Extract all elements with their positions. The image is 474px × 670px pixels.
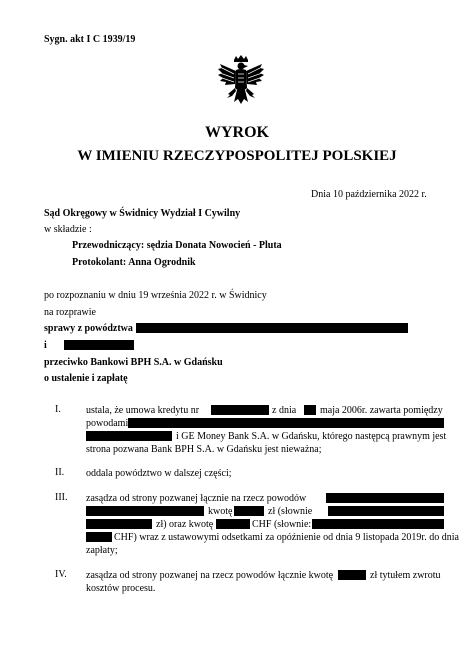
redaction-block (216, 519, 250, 529)
redaction-block (338, 570, 366, 580)
chair-judge: Przewodniczący: sędzia Donata Nowocień - Pluta (72, 240, 282, 251)
session-info: na rozprawie (44, 307, 96, 318)
case-subject: o ustalenie i zapłatę (44, 373, 128, 384)
redaction-block (86, 519, 152, 529)
redaction-block (128, 418, 444, 428)
item-text: zł tytułem zwrotu (370, 570, 441, 581)
court-clerk: Protokolant: Anna Ogrodnik (72, 257, 196, 268)
item-text: zł (słownie (268, 506, 313, 517)
item-text: powodami (86, 418, 129, 429)
redaction-block (304, 405, 316, 415)
redaction-block (312, 519, 444, 529)
polish-eagle-emblem-icon (216, 54, 266, 112)
redaction-block (86, 532, 112, 542)
redaction-block (211, 405, 269, 415)
item-text: CHF (słownie: (252, 519, 312, 530)
judgment-date: Dnia 10 października 2022 r. (311, 189, 427, 200)
item-text: oddala powództwo w dalszej części; (86, 468, 232, 479)
redaction-block (326, 493, 444, 503)
case-signature: Sygn. akt I C 1939/19 (44, 34, 136, 45)
item-text: zasądza od strony pozwanej na rzecz powodów łącznie kwotę (86, 570, 334, 581)
item-number: I. (55, 404, 61, 415)
item-text: zł) oraz kwotę (156, 519, 214, 530)
item-text: z dnia (272, 405, 297, 416)
item-text: zapłaty; (86, 545, 118, 556)
item-number: II. (55, 467, 65, 478)
redaction-block (136, 323, 408, 333)
redaction-block (86, 431, 172, 441)
plaintiffs-label: sprawy z powództwa (44, 323, 133, 334)
redaction-block (234, 506, 264, 516)
item-text: maja 2006r. zawarta pomiędzy (320, 405, 443, 416)
redaction-block (64, 340, 134, 350)
item-text: zasądza od strony pozwanej łącznie na rzecz powodów (86, 493, 307, 504)
and-label: i (44, 340, 47, 351)
item-text: CHF) wraz z ustawowymi odsetkami za opóźnienie od dnia 9 listopada 2019r. do dnia (114, 532, 459, 543)
item-number: IV. (55, 569, 67, 580)
hearing-info: po rozpoznaniu w dniu 19 września 2022 r. w Świdnicy (44, 290, 267, 301)
court-name: Sąd Okręgowy w Świdnicy Wydział I Cywilny (44, 208, 241, 219)
composition-label: w składzie : (44, 224, 92, 235)
item-text: strona pozwana Bank BPH S.A. w Gdańsku jest nieważna; (86, 444, 322, 455)
item-text: kosztów procesu. (86, 583, 156, 594)
document-title: WYROK (205, 124, 269, 141)
item-text: ustala, że umowa kredytu nr (86, 405, 200, 416)
defendant-info: przeciwko Bankowi BPH S.A. w Gdańsku (44, 357, 223, 368)
item-number: III. (55, 492, 68, 503)
redaction-block (86, 506, 204, 516)
item-text: kwotę (208, 506, 233, 517)
redaction-block (328, 506, 444, 516)
item-text: i GE Money Bank S.A. w Gdańsku, którego następcą prawnym jest (176, 431, 447, 442)
document-subtitle: W IMIENIU RZECZYPOSPOLITEJ POLSKIEJ (77, 148, 397, 164)
